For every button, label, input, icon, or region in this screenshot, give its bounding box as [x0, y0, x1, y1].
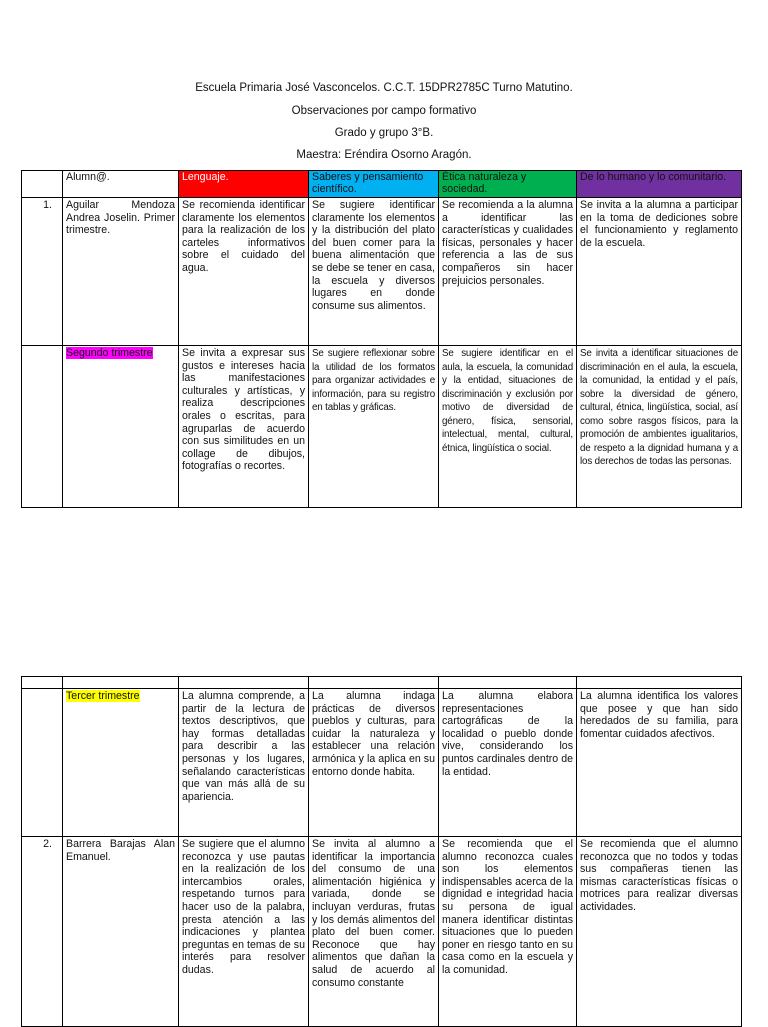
header-student: Alumn@.: [63, 171, 179, 198]
row-number: 1.: [22, 198, 63, 346]
table-row: [22, 346, 742, 508]
cell-etica: Se recomienda a la alumna a identificar las características y cualidades físicas, personales y hacer referencia a las de sus compañeros sin hacer prejuicios personales.: [439, 198, 577, 346]
cell-humano: Se recomienda que el alumno reconozca que no todos y todas sus compañeras tienen las mismas características físicas o motrices para realizar diversas actividades.: [577, 837, 742, 1027]
cell-etica: La alumna elabora representaciones cartográficas de la localidad o pueblo donde vive, considerando los puntos cardinales dentro de la entidad.: [439, 689, 577, 837]
blank-cell: [309, 677, 439, 689]
cell-saberes: Se sugiere identificar claramente los elementos y la distribución del plato del buen comer para la buena alimentación que se debe se tener en casa, la escuela y diversos lugares en donde consume sus alimentos.: [309, 198, 439, 346]
cell-etica: Se recomienda que el alumno reconozca cuales son los elementos indispensables acerca de la dignidad e integridad hacia su persona de igual manera identificar distintas situaciones que lo pueden poner en riesgo tanto en su casa como en la escuela y la comunidad.: [439, 837, 577, 1027]
trimester-label-cell: [63, 689, 179, 837]
header-lenguaje: Lenguaje.: [179, 171, 309, 198]
header-teacher: Maestra: Eréndira Osorno Aragón.: [296, 149, 472, 161]
row-number: [22, 689, 63, 837]
trimester-label-cell: [63, 346, 179, 508]
student-name: Barrera Barajas Alan Emanuel.: [63, 837, 179, 1027]
blank-cell: [577, 677, 742, 689]
table-row: [22, 689, 742, 837]
row-number: [22, 346, 63, 508]
table-blank-row: [22, 677, 742, 689]
cell-lenguaje: Se sugiere que el alumno reconozca y use pautas en la realización de los intercambios orales, respetando turnos para hacer uso de la palabra, presta atención a las indicaciones y plantea preguntas en temas de su interés para resolver dudas.: [179, 837, 309, 1027]
header-title: Observaciones por campo formativo: [291, 105, 477, 117]
cell-lenguaje: Se invita a expresar sus gustos e intereses hacia las manifestaciones culturales y artísticas, y realiza descripciones orales o escritas, para agruparlas de acuerdo con sus similitudes en un collage de dibujos, fotografías o recortes.: [179, 346, 309, 508]
header-grade: Grado y grupo 3°B.: [334, 127, 434, 139]
cell-lenguaje: Se recomienda identificar claramente los elementos para la realización de los carteles informativos sobre el cuidado del agua.: [179, 198, 309, 346]
row-number: 2.: [22, 837, 63, 1027]
blank-cell: [22, 677, 63, 689]
header-school: Escuela Primaria José Vasconcelos. C.C.T. 15DPR2785C Turno Matutino.: [195, 82, 573, 94]
blank-cell: [179, 677, 309, 689]
cell-humano: Se invita a identificar situaciones de discriminación en el aula, la escuela, la comunidad, la entidad y el país, sobre la diversidad de género, cultural, étnica, lingüística, social, así como sobre rasgos físicos, para la promoción de ambientes igualitarios, de respeto a la dignidad humana y a los derechos de todas las personas.: [577, 346, 742, 508]
trimester-label: Tercer trimestre: [66, 690, 140, 702]
cell-humano: La alumna identifica los valores que posee y que han sido heredados de su familia, para fomentar cuidados afectivos.: [577, 689, 742, 837]
table-header-row: [22, 171, 742, 198]
observations-table-2: [21, 676, 742, 1027]
table-row: [22, 837, 742, 1027]
trimester-label: Segundo trimestre: [66, 347, 153, 359]
cell-saberes: La alumna indaga prácticas de diversos pueblos y culturas, para cuidar la naturaleza y establecer una relación armónica y la aplica en su entorno donde habita.: [309, 689, 439, 837]
cell-humano: Se invita a la alumna a participar en la toma de dediciones sobre el funcionamiento y reglamento de la escuela.: [577, 198, 742, 346]
blank-cell: [63, 677, 179, 689]
blank-cell: [439, 677, 577, 689]
cell-etica: Se sugiere identificar en el aula, la escuela, la comunidad y la entidad, situaciones de discriminación y exclusión por motivo de diversidad de género, física, sensorial, intelectual, mental, cultural, étnica, lingüística o social.: [439, 346, 577, 508]
header-saberes: Saberes y pensamiento científico.: [309, 171, 439, 198]
header-etica: Ética naturaleza y sociedad.: [439, 171, 577, 198]
header-humano: De lo humano y lo comunitario.: [577, 171, 742, 198]
table-row: [22, 198, 742, 346]
cell-lenguaje: La alumna comprende, a partir de la lectura de textos descriptivos, que hay formas detalladas para describir a las personas y los lugares, señalando características que van más allá de su apariencia.: [179, 689, 309, 837]
observations-table-1: [21, 170, 742, 508]
header-num: [22, 171, 63, 198]
cell-saberes: Se sugiere reflexionar sobre la utilidad de los formatos para organizar actividades e información, para su registro en tablas y gráficas.: [309, 346, 439, 508]
student-name: Aguilar Mendoza Andrea Joselin. Primer trimestre.: [63, 198, 179, 346]
cell-saberes: Se invita al alumno a identificar la importancia del consumo de una alimentación higiénica y variada, donde se incluyan verduras, frutas y los demás alimentos del plato del buen comer. Reconoce que hay alimentos que dañan la salud de acuerdo al consumo constante: [309, 837, 439, 1027]
